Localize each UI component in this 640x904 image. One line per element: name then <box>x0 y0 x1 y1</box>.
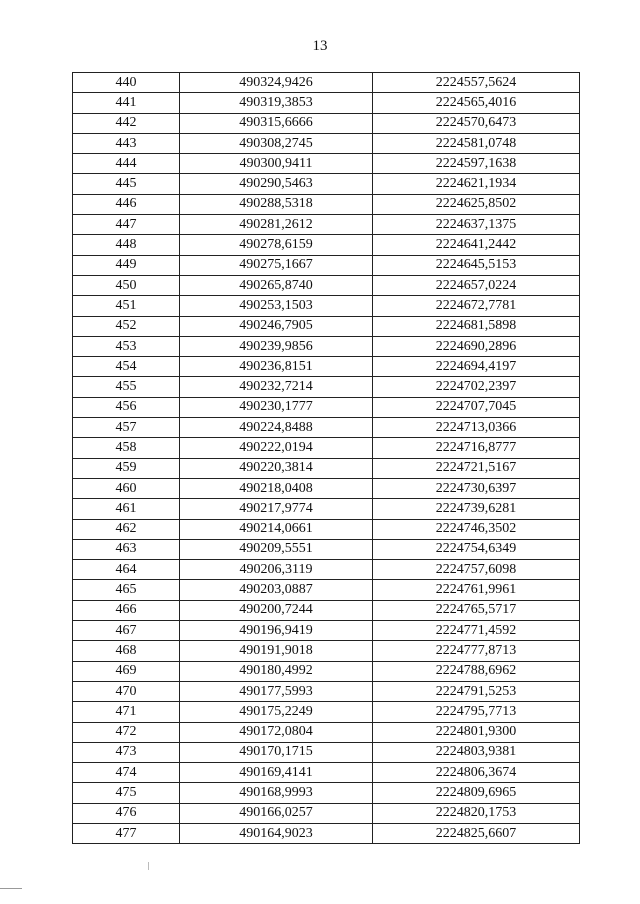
point-number-cell: 462 <box>73 519 180 539</box>
x-coordinate-cell: 490236,8151 <box>180 357 373 377</box>
y-coordinate-cell: 2224707,7045 <box>373 397 580 417</box>
point-number-cell: 442 <box>73 113 180 133</box>
table-row <box>73 519 580 539</box>
table-row <box>73 235 580 255</box>
table-row <box>73 600 580 620</box>
y-coordinate-cell: 2224765,5717 <box>373 600 580 620</box>
table-row <box>73 823 580 843</box>
scan-artifact-tick <box>148 862 149 870</box>
point-number-cell: 441 <box>73 93 180 113</box>
x-coordinate-cell: 490164,9023 <box>180 823 373 843</box>
point-number-cell: 456 <box>73 397 180 417</box>
table-row <box>73 702 580 722</box>
table-row <box>73 499 580 519</box>
x-coordinate-cell: 490275,1667 <box>180 255 373 275</box>
x-coordinate-cell: 490315,6666 <box>180 113 373 133</box>
y-coordinate-cell: 2224716,8777 <box>373 438 580 458</box>
table-row <box>73 357 580 377</box>
x-coordinate-cell: 490220,3814 <box>180 458 373 478</box>
y-coordinate-cell: 2224625,8502 <box>373 194 580 214</box>
point-number-cell: 453 <box>73 336 180 356</box>
point-number-cell: 471 <box>73 702 180 722</box>
y-coordinate-cell: 2224825,6607 <box>373 823 580 843</box>
y-coordinate-cell: 2224757,6098 <box>373 560 580 580</box>
x-coordinate-cell: 490246,7905 <box>180 316 373 336</box>
table-row <box>73 803 580 823</box>
x-coordinate-cell: 490214,0661 <box>180 519 373 539</box>
y-coordinate-cell: 2224581,0748 <box>373 133 580 153</box>
point-number-cell: 460 <box>73 478 180 498</box>
y-coordinate-cell: 2224721,5167 <box>373 458 580 478</box>
table-row <box>73 641 580 661</box>
x-coordinate-cell: 490230,1777 <box>180 397 373 417</box>
table-row <box>73 681 580 701</box>
y-coordinate-cell: 2224761,9961 <box>373 580 580 600</box>
table-row <box>73 458 580 478</box>
point-number-cell: 446 <box>73 194 180 214</box>
point-number-cell: 443 <box>73 133 180 153</box>
x-coordinate-cell: 490290,5463 <box>180 174 373 194</box>
point-number-cell: 459 <box>73 458 180 478</box>
y-coordinate-cell: 2224788,6962 <box>373 661 580 681</box>
point-number-cell: 477 <box>73 823 180 843</box>
x-coordinate-cell: 490308,2745 <box>180 133 373 153</box>
x-coordinate-cell: 490278,6159 <box>180 235 373 255</box>
table-row <box>73 154 580 174</box>
table-row <box>73 174 580 194</box>
table-row <box>73 377 580 397</box>
x-coordinate-cell: 490168,9993 <box>180 783 373 803</box>
point-number-cell: 474 <box>73 763 180 783</box>
point-number-cell: 447 <box>73 215 180 235</box>
table-row <box>73 133 580 153</box>
x-coordinate-cell: 490253,1503 <box>180 296 373 316</box>
x-coordinate-cell: 490170,1715 <box>180 742 373 762</box>
y-coordinate-cell: 2224713,0366 <box>373 418 580 438</box>
y-coordinate-cell: 2224690,2896 <box>373 336 580 356</box>
point-number-cell: 451 <box>73 296 180 316</box>
x-coordinate-cell: 490209,5551 <box>180 539 373 559</box>
x-coordinate-cell: 490169,4141 <box>180 763 373 783</box>
table-row <box>73 194 580 214</box>
y-coordinate-cell: 2224806,3674 <box>373 763 580 783</box>
point-number-cell: 457 <box>73 418 180 438</box>
y-coordinate-cell: 2224672,7781 <box>373 296 580 316</box>
table-row <box>73 93 580 113</box>
point-number-cell: 472 <box>73 722 180 742</box>
point-number-cell: 466 <box>73 600 180 620</box>
point-number-cell: 444 <box>73 154 180 174</box>
table-row <box>73 478 580 498</box>
y-coordinate-cell: 2224637,1375 <box>373 215 580 235</box>
point-number-cell: 450 <box>73 275 180 295</box>
x-coordinate-cell: 490172,0804 <box>180 722 373 742</box>
x-coordinate-cell: 490203,0887 <box>180 580 373 600</box>
x-coordinate-cell: 490191,9018 <box>180 641 373 661</box>
y-coordinate-cell: 2224803,9381 <box>373 742 580 762</box>
table-row <box>73 661 580 681</box>
y-coordinate-cell: 2224777,8713 <box>373 641 580 661</box>
point-number-cell: 473 <box>73 742 180 762</box>
point-number-cell: 449 <box>73 255 180 275</box>
x-coordinate-cell: 490180,4992 <box>180 661 373 681</box>
point-number-cell: 461 <box>73 499 180 519</box>
y-coordinate-cell: 2224820,1753 <box>373 803 580 823</box>
table-row <box>73 215 580 235</box>
table-row <box>73 560 580 580</box>
x-coordinate-cell: 490196,9419 <box>180 621 373 641</box>
x-coordinate-cell: 490175,2249 <box>180 702 373 722</box>
coordinates-table <box>72 72 580 844</box>
y-coordinate-cell: 2224702,2397 <box>373 377 580 397</box>
table-row <box>73 113 580 133</box>
table-row <box>73 621 580 641</box>
scan-artifact-line <box>0 888 22 889</box>
point-number-cell: 452 <box>73 316 180 336</box>
point-number-cell: 448 <box>73 235 180 255</box>
y-coordinate-cell: 2224557,5624 <box>373 73 580 93</box>
point-number-cell: 468 <box>73 641 180 661</box>
y-coordinate-cell: 2224730,6397 <box>373 478 580 498</box>
table-row <box>73 255 580 275</box>
table-row <box>73 316 580 336</box>
x-coordinate-cell: 490166,0257 <box>180 803 373 823</box>
table-row <box>73 296 580 316</box>
x-coordinate-cell: 490288,5318 <box>180 194 373 214</box>
y-coordinate-cell: 2224739,6281 <box>373 499 580 519</box>
x-coordinate-cell: 490265,8740 <box>180 275 373 295</box>
x-coordinate-cell: 490224,8488 <box>180 418 373 438</box>
x-coordinate-cell: 490218,0408 <box>180 478 373 498</box>
x-coordinate-cell: 490206,3119 <box>180 560 373 580</box>
table-row <box>73 539 580 559</box>
point-number-cell: 475 <box>73 783 180 803</box>
y-coordinate-cell: 2224621,1934 <box>373 174 580 194</box>
y-coordinate-cell: 2224597,1638 <box>373 154 580 174</box>
point-number-cell: 458 <box>73 438 180 458</box>
table-row <box>73 722 580 742</box>
y-coordinate-cell: 2224771,4592 <box>373 621 580 641</box>
page-number: 13 <box>312 38 328 54</box>
y-coordinate-cell: 2224681,5898 <box>373 316 580 336</box>
point-number-cell: 469 <box>73 661 180 681</box>
table-row <box>73 275 580 295</box>
y-coordinate-cell: 2224694,4197 <box>373 357 580 377</box>
table-row <box>73 336 580 356</box>
table-row <box>73 418 580 438</box>
x-coordinate-cell: 490232,7214 <box>180 377 373 397</box>
y-coordinate-cell: 2224570,6473 <box>373 113 580 133</box>
table-row <box>73 397 580 417</box>
table-row <box>73 73 580 93</box>
point-number-cell: 467 <box>73 621 180 641</box>
table-row <box>73 783 580 803</box>
x-coordinate-cell: 490324,9426 <box>180 73 373 93</box>
y-coordinate-cell: 2224754,6349 <box>373 539 580 559</box>
y-coordinate-cell: 2224645,5153 <box>373 255 580 275</box>
point-number-cell: 465 <box>73 580 180 600</box>
x-coordinate-cell: 490319,3853 <box>180 93 373 113</box>
table-row <box>73 438 580 458</box>
x-coordinate-cell: 490217,9774 <box>180 499 373 519</box>
point-number-cell: 455 <box>73 377 180 397</box>
y-coordinate-cell: 2224565,4016 <box>373 93 580 113</box>
point-number-cell: 470 <box>73 681 180 701</box>
y-coordinate-cell: 2224809,6965 <box>373 783 580 803</box>
x-coordinate-cell: 490281,2612 <box>180 215 373 235</box>
y-coordinate-cell: 2224746,3502 <box>373 519 580 539</box>
point-number-cell: 464 <box>73 560 180 580</box>
point-number-cell: 445 <box>73 174 180 194</box>
y-coordinate-cell: 2224801,9300 <box>373 722 580 742</box>
table-row <box>73 580 580 600</box>
x-coordinate-cell: 490177,5993 <box>180 681 373 701</box>
table-row <box>73 742 580 762</box>
coordinates-table-body <box>73 73 580 844</box>
point-number-cell: 440 <box>73 73 180 93</box>
y-coordinate-cell: 2224657,0224 <box>373 275 580 295</box>
table-row <box>73 763 580 783</box>
point-number-cell: 476 <box>73 803 180 823</box>
x-coordinate-cell: 490239,9856 <box>180 336 373 356</box>
x-coordinate-cell: 490200,7244 <box>180 600 373 620</box>
point-number-cell: 463 <box>73 539 180 559</box>
y-coordinate-cell: 2224795,7713 <box>373 702 580 722</box>
point-number-cell: 454 <box>73 357 180 377</box>
y-coordinate-cell: 2224791,5253 <box>373 681 580 701</box>
y-coordinate-cell: 2224641,2442 <box>373 235 580 255</box>
x-coordinate-cell: 490300,9411 <box>180 154 373 174</box>
x-coordinate-cell: 490222,0194 <box>180 438 373 458</box>
